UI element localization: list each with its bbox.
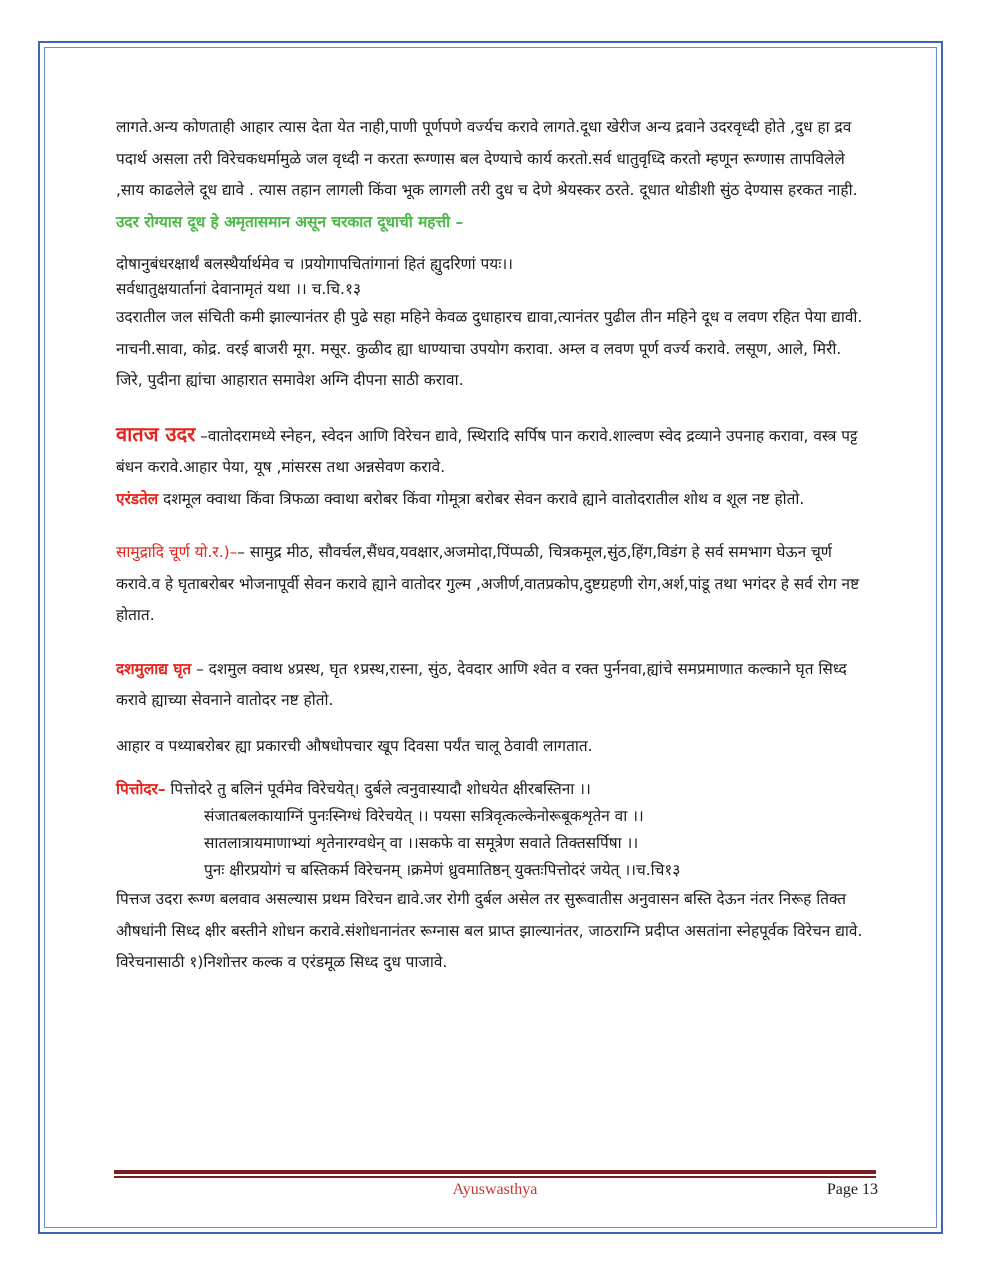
footer-rule (114, 1176, 876, 1178)
footer-title: Ayuswasthya (452, 1181, 538, 1198)
paragraph-text: लागते.अन्य कोणताही आहार त्यास देता येत नाही,पाणी पूर्णपणे वर्ज्यच करावे लागते.दूधा खेरीज अन्य द्रवाने उदरवृध्दी होते ,दुध हा द्रव पदार्थ असला तरी विरेचकधर्मामुळे जल वृध्दी न करता रूग्णास बल देण्याचे कार्य करतो.सर्व धातुवृध्दि करतो म्हणून रूग्णास तापविलेले ,साय काढलेले दूध द्यावे . त्यास तहान लागली किंवा भूक लागली तरी दुध च देणे श्रेयस्कर ठरते. दूधात थोडीशी सुंठ देण्यास हरकत नाही. (116, 118, 858, 199)
section-text: दशमूल क्वाथा किंवा त्रिफळा क्वाथा बरोबर किंवा गोमूत्रा बरोबर सेवन करावे ह्याने वातोदरातील शोथ व शूल नष्ट होतो. (158, 489, 805, 508)
paragraph-pittaj-treatment: पित्तज उदरा रूग्ण बलवाव असल्यास प्रथम विरेचन द्यावे.जर रोगी दुर्बल असेल तर सुरूवातीस अनुवासन बस्ति देऊन नंतर निरूह तिक्त औषधांनी सिध्द क्षीर बस्तीने शोधन करावे.संशोधनानंतर रूग्नास बल प्राप्त झाल्यानंतर, जाठराग्नि प्रदीप्त असतांना स्नेहपूर्वक विरेचन द्यावे. विरेचनासाठी १)निशोत्तर कल्क व एरंडमूळ सिध्द दुध पाजावे. (116, 890, 863, 971)
document-body (116, 112, 866, 979)
heading-vataj-udar: वातज उदर (116, 421, 196, 446)
sanskrit-verse-line: सातलात्रायमाणाभ्यां शृतेनारग्वधेन् वा ।।सकफे वा समूत्रेण सवाते तिक्तसर्पिषा ।। (204, 834, 639, 852)
sanskrit-verse-line: सर्वधातुक्षयार्तानां देवानामृतं यथा ।। च.चि.१३ (116, 280, 361, 298)
section-dashmuladya-ghrut (116, 654, 866, 717)
sanskrit-verse-line: पुनः क्षीरप्रयोगं च बस्तिकर्म विरेचनम् ।क्रमेणं ध्रुवमातिष्ठन् युक्तःपित्तोदरं जयेत् ।।च.चि१३ (204, 861, 681, 879)
heading-samudradi-churna: सामुद्रादि चूर्ण यो.र.)– (116, 543, 238, 561)
section-text: –वातोदरामध्ये स्नेहन, स्वेदन आणि विरेचन द्यावे, स्थिरादि सर्पिष पान करावे.शाल्वण स्वेद द्रव्याने उपनाह करावा, वस्त्र पट्ट बंधन करावे.आहार पेया, यूष ,मांसरस तथा अन्नसेवण करावे. (116, 426, 858, 476)
heading-dashmuladya-ghrut: दशमुलाद्य घृत (116, 659, 192, 678)
section-text: – सामुद्र मीठ, सौवर्चल,सैंधव,यवक्षार,अजमोदा,पिंप्पळी, चित्रकमूल,सुंठ,हिंग,विडंग हे सर्व समभाग घेऊन चूर्ण करावे.व हे घृताबरोबर भोजनापूर्वी सेवन करावे ह्याने वातोदर गुल्म ,अजीर्ण,वातप्रकोप,दुष्टग्रहणी रोग,अर्श,पांडू तथा भगंदर हे सर्व रोग नष्ट होतात. (116, 543, 860, 624)
sanskrit-verse-line: संजातबलकायाग्निं पुनःस्निग्धं विरेचयेत् ।। पयसा सत्रिवृत्कल्केनोरूबूकशृतेन वा ।। (204, 807, 644, 825)
heading-erand-tel: एरंडतेल (116, 489, 159, 508)
page-number: Page 13 (826, 1181, 878, 1198)
section-pittodar (116, 776, 866, 803)
section-erand-tel (116, 484, 866, 516)
section-text: – दशमुल क्वाथ ४प्रस्थ, घृत १प्रस्थ,रास्ना, सुंठ, देवदार आणि श्वेत व रक्त पुर्ननवा,ह्यांचे समप्रमाणात कल्काने घृत सिध्द करावे ह्याच्या सेवनाने वातोदर नष्ट होतो. (116, 659, 847, 709)
section-samudradi-churna (116, 537, 866, 632)
heading-pittodar: पित्तोदर– (116, 780, 166, 798)
paragraph-milk-diet (116, 112, 866, 238)
section-vataj-udar (116, 419, 866, 484)
sanskrit-verse-line: पित्तोदरे तु बलिनं पूर्वमेव विरेचयेत्। दुर्बले त्वनुवास्यादौ शोधयेत क्षीरबस्तिना ।। (165, 780, 591, 798)
footer-rule (114, 1170, 876, 1174)
highlight-milk-importance: उदर रोग्यास दूध हे अमृतासमान असून चरकात दूधाची महत्ती – (116, 212, 464, 231)
paragraph-ahar: आहार व पथ्याबरोबर ह्या प्रकारची औषधोपचार खूप दिवसा पर्यंत चालू ठेवावी लागतात. (116, 736, 593, 755)
paragraph-diet-after: उदरातील जल संचिती कमी झाल्यानंतर ही पुढे सहा महिने केवळ दुधाहारच द्यावा,त्यानंतर पुढील तीन महिने दूध व लवण रहित पेया द्यावी. नाचनी.सावा, कोद्र. वरई बाजरी मूग. मसूर. कुळीद ह्या धाण्याचा उपयोग करावा. अम्ल व लवण पूर्ण वर्ज्य करावे. लसूण, आले, मिरी. जिरे, पुदीना ह्यांचा आहारात समावेश अग्नि दीपना साठी करावा. (116, 308, 863, 389)
sanskrit-verse-line: दोषानुबंधरक्षार्थं बलस्थैर्यार्थमेव च ।प्रयोगापचितांगानां हितं ह्युदरिणां पयः।। (116, 255, 514, 273)
